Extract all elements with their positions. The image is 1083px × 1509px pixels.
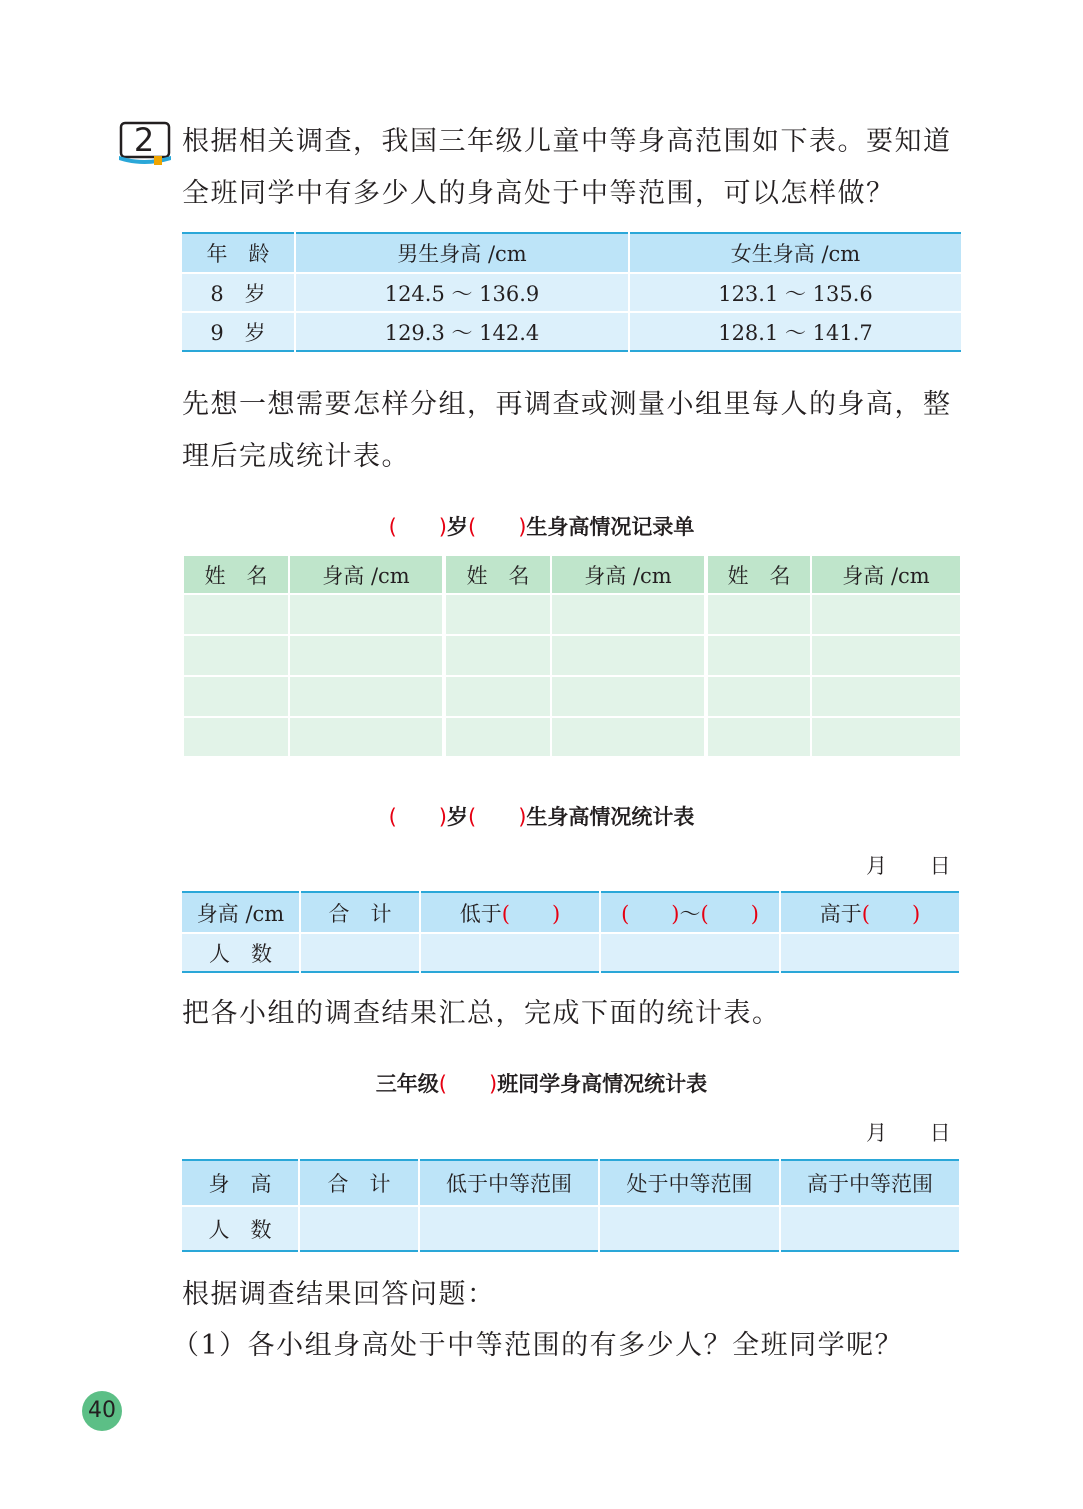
header-name: 姓 名 [444, 555, 551, 594]
blank-cell[interactable] [444, 717, 551, 757]
blank-paren: ( ) [621, 901, 680, 926]
header-below-range: 低于中等范围 [419, 1160, 599, 1206]
header-total: 合 计 [300, 892, 420, 933]
instruction-line2: 理后完成统计表。 [182, 441, 410, 472]
header-height: 身高 /cm [289, 555, 444, 594]
blank-paren: ( ) [861, 901, 921, 926]
blank-cell[interactable] [289, 676, 444, 717]
row-age: 8 岁 [182, 273, 295, 312]
tilde: ～ [679, 901, 701, 926]
blank-cell[interactable] [299, 1206, 419, 1251]
header-in-range: 处于中等范围 [599, 1160, 780, 1206]
row-girls-range: 128.1 ～ 141.7 [629, 312, 961, 351]
caption-age: 岁 [447, 805, 468, 829]
problem-number-badge [118, 120, 170, 162]
blank-cell[interactable] [444, 635, 551, 676]
row-label-count: 人 数 [182, 933, 300, 972]
header-below [420, 892, 600, 933]
class-stats-date: 月 日 [866, 1121, 951, 1145]
problem-number: 2 [133, 121, 155, 159]
blank-cell[interactable] [289, 635, 444, 676]
blank-cell[interactable] [706, 676, 811, 717]
class-stats-caption [0, 1068, 1083, 1098]
caption-title: 班同学身高情况统计表 [497, 1072, 708, 1096]
blank-cell[interactable] [811, 717, 961, 757]
blank-cell[interactable] [706, 717, 811, 757]
blank-cell[interactable] [419, 1206, 599, 1251]
blank-cell[interactable] [444, 676, 551, 717]
record-sheet-caption [0, 511, 1083, 541]
blank-paren: ( ) [468, 805, 527, 829]
summary-instruction: 把各小组的调查结果汇总，完成下面的统计表。 [182, 998, 781, 1029]
caption-title: 生身高情况记录单 [526, 515, 695, 539]
class-stats-table [182, 1159, 959, 1252]
above-label: 高于 [819, 901, 862, 926]
blank-paren: ( ) [501, 901, 561, 926]
blank-cell[interactable] [551, 676, 706, 717]
blank-cell[interactable] [551, 635, 706, 676]
header-name: 姓 名 [706, 555, 811, 594]
header-height: 身 高 [182, 1160, 299, 1206]
group-stats-table [182, 891, 959, 973]
problem-intro-line2: 全班同学中有多少人的身高处于中等范围，可以怎样做？ [182, 178, 895, 209]
blank-paren: ( ) [438, 1072, 498, 1096]
blank-cell[interactable] [183, 717, 289, 757]
header-above-range: 高于中等范围 [780, 1160, 959, 1206]
group-stats-date: 月 日 [866, 854, 951, 878]
blank-cell[interactable] [289, 594, 444, 635]
row-girls-range: 123.1 ～ 135.6 [629, 273, 961, 312]
blank-paren: ( ) [468, 515, 527, 539]
header-middle-range [600, 892, 780, 933]
blank-cell[interactable] [420, 933, 600, 972]
blank-cell[interactable] [811, 635, 961, 676]
header-height: 身高 /cm [551, 555, 706, 594]
header-age: 年 龄 [182, 233, 295, 273]
caption-title: 生身高情况统计表 [526, 805, 695, 829]
blank-cell[interactable] [551, 717, 706, 757]
blank-cell[interactable] [780, 933, 959, 972]
blank-paren: ( ) [388, 805, 447, 829]
row-label-count: 人 数 [182, 1206, 299, 1251]
page-number: 40 [82, 1391, 122, 1431]
below-label: 低于 [459, 901, 502, 926]
blank-cell[interactable] [600, 933, 780, 972]
header-above [780, 892, 959, 933]
blank-cell[interactable] [780, 1206, 959, 1251]
row-age: 9 岁 [182, 312, 295, 351]
answer-prompt: 根据调查结果回答问题： [182, 1279, 496, 1310]
header-total: 合 计 [299, 1160, 419, 1206]
group-stats-caption [0, 801, 1083, 831]
instruction-line1: 先想一想需要怎样分组，再调查或测量小组里每人的身高，整 [182, 389, 952, 420]
row-boys-range: 124.5 ～ 136.9 [295, 273, 629, 312]
blank-cell[interactable] [706, 594, 811, 635]
header-name: 姓 名 [183, 555, 289, 594]
header-boys-height: 男生身高 /cm [295, 233, 629, 273]
blank-paren: ( ) [388, 515, 447, 539]
header-height: 身高 /cm [182, 892, 300, 933]
blank-cell[interactable] [599, 1206, 780, 1251]
blank-cell[interactable] [551, 594, 706, 635]
blank-cell[interactable] [811, 594, 961, 635]
problem-intro-line1: 根据相关调查，我国三年级儿童中等身高范围如下表。要知道 [182, 126, 952, 157]
blank-cell[interactable] [289, 717, 444, 757]
record-sheet-table [182, 554, 962, 758]
header-height: 身高 /cm [811, 555, 961, 594]
blank-cell[interactable] [444, 594, 551, 635]
question-1: （1）各小组身高处于中等范围的有多少人？全班同学呢？ [172, 1330, 904, 1361]
blank-cell[interactable] [183, 594, 289, 635]
header-girls-height: 女生身高 /cm [629, 233, 961, 273]
row-boys-range: 129.3 ～ 142.4 [295, 312, 629, 351]
blank-paren: ( ) [700, 901, 759, 926]
blank-cell[interactable] [183, 676, 289, 717]
blank-cell[interactable] [300, 933, 420, 972]
blank-cell[interactable] [811, 676, 961, 717]
blank-cell[interactable] [183, 635, 289, 676]
caption-age: 岁 [447, 515, 468, 539]
blank-cell[interactable] [706, 635, 811, 676]
caption-grade: 三年级 [375, 1072, 439, 1096]
height-range-table [182, 232, 961, 352]
